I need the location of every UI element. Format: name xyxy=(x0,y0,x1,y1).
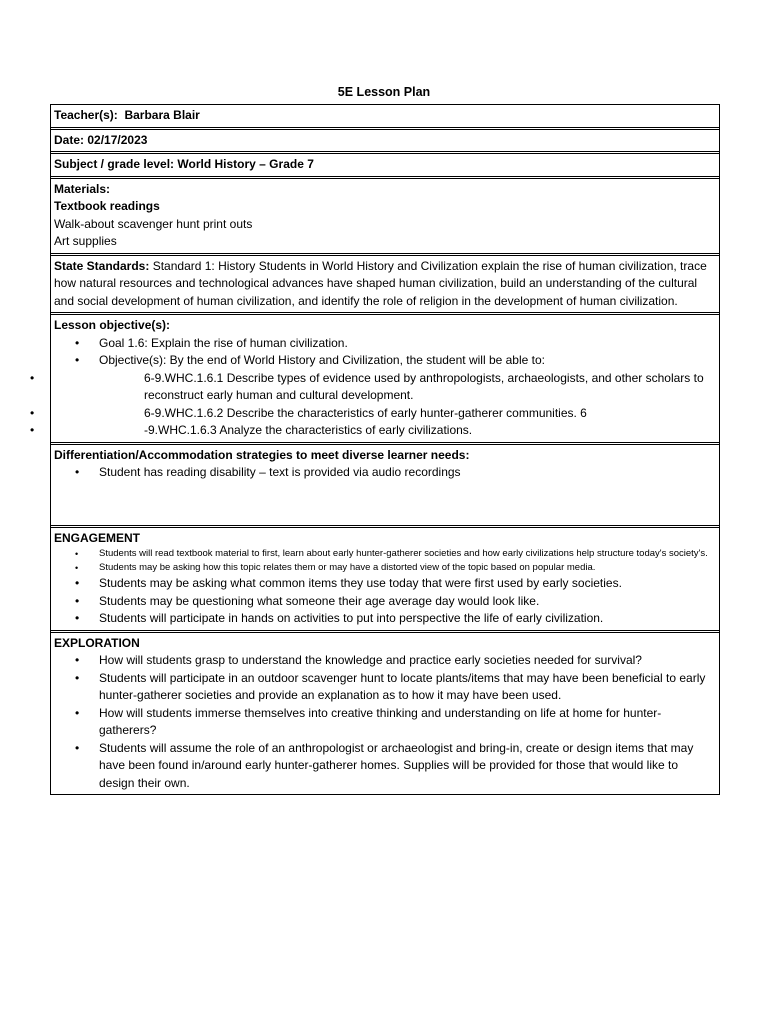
list-item: • Students will participate in hands on activities to put into perspective the life of early civilization. xyxy=(54,610,716,628)
list-item xyxy=(54,370,716,405)
list-item xyxy=(54,405,716,423)
subject-label: Subject / grade level: xyxy=(54,157,175,171)
differentiation-row xyxy=(51,445,719,528)
list-item: • Students will read textbook material to first, learn about early hunter-gatherer societies and how early civilizations help structure today's society's. xyxy=(54,547,716,561)
objectives-list xyxy=(54,335,716,440)
standards-text: Standard 1: History Students in World History and Civilization explain the rise of human civilization, trace how natural resources and technological advances have shaped human civilization, build an understanding of the cultural and social development of human civilization, and identify the role of religion in the development of human civilization. xyxy=(54,258,707,308)
materials-row xyxy=(51,179,719,256)
subject-row xyxy=(51,154,719,179)
materials-label: Materials: xyxy=(54,181,111,196)
date-value: 02/17/2023 xyxy=(87,132,148,147)
exploration-list xyxy=(54,652,716,792)
list-item: • Students may be asking how this topic relates them or may have a distorted view of the topic based on popular media. xyxy=(54,561,716,575)
list-item: • How will students grasp to understand the knowledge and practice early societies needed for survival? xyxy=(54,652,716,670)
date-label: Date: xyxy=(54,132,85,147)
engagement-list xyxy=(54,547,716,628)
lesson-plan-table xyxy=(50,104,720,795)
list-item: • How will students immerse themselves into creative thinking and understanding on life at home for hunter-gatherers? xyxy=(54,705,716,740)
exploration-label: EXPLORATION xyxy=(54,635,140,650)
differentiation-list xyxy=(54,464,716,482)
objective-text: 6-9.WHC.1.6.1 Describe types of evidence used by anthropologists, archaeologists, and other scholars to reconstruct early human and cultural development. xyxy=(144,370,704,402)
list-item: • Goal 1.6: Explain the rise of human civilization. xyxy=(54,335,716,353)
list-item: • Student has reading disability – text is provided via audio recordings xyxy=(54,464,716,482)
teacher-row xyxy=(51,105,719,130)
engagement-label: ENGAGEMENT xyxy=(54,530,141,545)
teacher-name: Barbara Blair xyxy=(124,108,200,122)
standards-label: State Standards: xyxy=(54,258,150,273)
objectives-row xyxy=(51,315,719,445)
teacher-label: Teacher(s): xyxy=(54,108,118,122)
list-item: • Students will assume the role of an anthropologist or archaeologist and bring-in, create or design items that may have been found in/around early hunter-gatherer homes. Supplies will be provided for those that would like to design their own. xyxy=(54,740,716,793)
subject-value: World History – Grade 7 xyxy=(177,157,314,171)
list-item: • Students may be questioning what someone their age average day would look like. xyxy=(54,593,716,611)
differentiation-label: Differentiation/Accommodation strategies to meet diverse learner needs: xyxy=(54,447,470,462)
list-item: • Objective(s): By the end of World History and Civilization, the student will be able to: xyxy=(54,352,716,370)
list-item xyxy=(54,422,716,440)
standards-row xyxy=(51,256,719,316)
list-item: • Students will participate in an outdoor scavenger hunt to locate plants/items that may have been beneficial to early hunter-gatherer societies and provide an explanation as to how it may have been used. xyxy=(54,670,716,705)
objective-text: 6-9.WHC.1.6.2 Describe the characteristics of early hunter-gatherer communities. 6 xyxy=(144,405,587,420)
materials-item: Textbook readings xyxy=(54,199,160,213)
document-title: 5E Lesson Plan xyxy=(337,85,431,99)
list-item: • Students may be asking what common items they use today that were first used by early societies. xyxy=(54,575,716,593)
objectives-label: Lesson objective(s): xyxy=(54,318,171,332)
objective-text: -9.WHC.1.6.3 Analyze the characteristics of early civilizations. xyxy=(144,423,473,437)
exploration-row xyxy=(51,633,719,795)
materials-item: Walk-about scavenger hunt print outs xyxy=(54,216,253,231)
engagement-row xyxy=(51,528,719,633)
date-row xyxy=(51,130,719,155)
materials-item: Art supplies xyxy=(54,234,117,248)
